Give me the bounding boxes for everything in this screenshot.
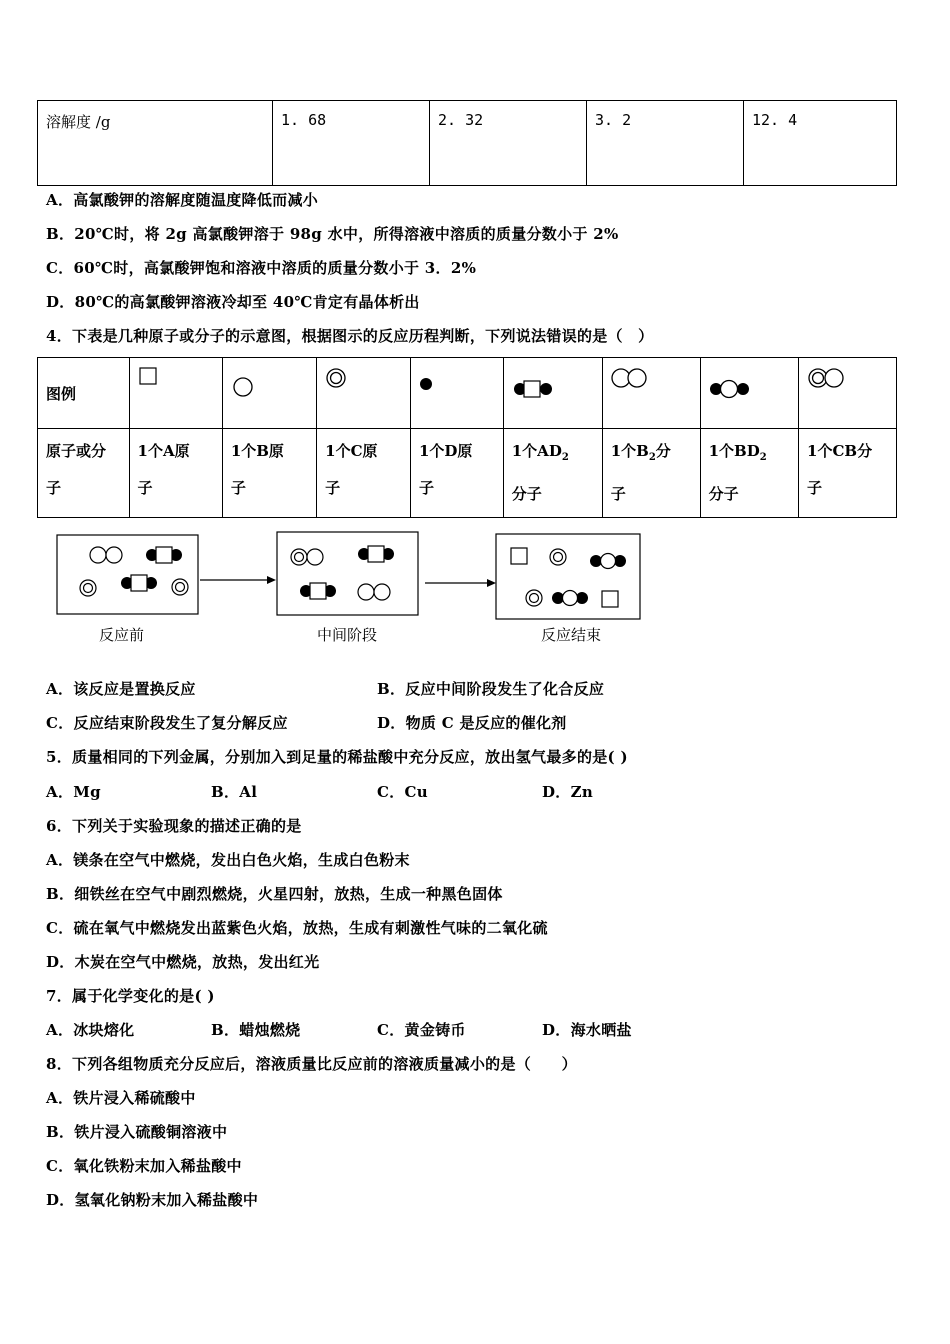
solubility-value: 1. 68 (273, 101, 430, 186)
legend-label (129, 429, 222, 518)
legend-cell (503, 358, 602, 429)
q7-option-a: A．冰块熔化 (46, 1021, 135, 1039)
stage-label-end: 反应结束 (541, 626, 602, 644)
q5-option-d: D．Zn (542, 783, 594, 801)
legend-label-line1: 1个B (610, 442, 649, 460)
q8-option-c: C．氧化铁粉末加入稀盐酸中 (46, 1157, 242, 1175)
circle-atom-icon (231, 374, 257, 402)
legend-subscript: 2 (759, 452, 767, 463)
legend-table (37, 357, 897, 518)
q7-option-b: B．蜡烛燃烧 (211, 1021, 301, 1039)
solubility-value: 3. 2 (587, 101, 744, 186)
q5-option-a: A．Mg (46, 783, 101, 801)
ad2-molecule-icon (512, 376, 556, 402)
legend-cell (129, 358, 222, 429)
legend-label-line2: 子 (137, 479, 153, 497)
legend-label-line1: 1个B原 (230, 442, 284, 460)
arrow-head (487, 579, 496, 587)
q4-option-d: D．物质 C 是反应的催化剂 (377, 714, 567, 732)
legend-cell (410, 358, 503, 429)
square-atom-icon (138, 366, 160, 388)
legend-label-line2: 分子 (511, 485, 542, 503)
ad2-molecule-icon (146, 547, 182, 563)
legend-label (700, 429, 798, 518)
q7-option-d: D．海水晒盐 (542, 1021, 632, 1039)
q6-option-b: B．细铁丝在空气中剧烈燃烧，火星四射，放热，生成一种黑色固体 (46, 885, 503, 903)
bd2-molecule-icon (709, 376, 751, 402)
legend-label (317, 429, 411, 518)
b2-molecule-icon (611, 366, 651, 390)
legend-label-line2: 子 (325, 479, 341, 497)
q4-option-b: B．反应中间阶段发生了化合反应 (377, 680, 605, 698)
legend-label (222, 429, 316, 518)
q7-option-c: C．黄金铸币 (377, 1021, 466, 1039)
cb-molecule-icon (807, 366, 847, 390)
solubility-row (38, 101, 897, 186)
q6-option-d: D．木炭在空气中燃烧，放热，发出红光 (46, 953, 320, 971)
legend-label-line1: 1个AD (511, 442, 562, 460)
q3-option-b: B．20℃时，将 2g 高氯酸钾溶于 98g 水中，所得溶液中溶质的质量分数小于 2% (46, 225, 619, 243)
square-atom-icon (602, 591, 618, 607)
legend-subscript: 2 (561, 452, 569, 463)
q6-option-a: A．镁条在空气中燃烧，发出白色火焰，生成白色粉末 (46, 851, 410, 869)
bd2-molecule-icon (552, 591, 588, 606)
legend-label-line2: 子 (807, 479, 823, 497)
double-circle-atom-icon (80, 580, 96, 596)
stage-label-intermediate: 中间阶段 (317, 626, 378, 644)
bd2-molecule-icon (590, 554, 626, 569)
double-circle-atom-icon (325, 366, 349, 390)
legend-label-line1: 1个CB分 (807, 442, 873, 460)
legend-label-line2: 子 (610, 485, 626, 503)
legend-label-line2: 分子 (708, 485, 739, 503)
legend-header: 图例 (38, 358, 130, 429)
ad2-molecule-icon (300, 583, 336, 599)
solubility-table (37, 100, 897, 186)
solubility-label: 溶解度 /g (38, 101, 273, 186)
legend-label (410, 429, 503, 518)
legend-label-line2: 子 (230, 479, 246, 497)
double-circle-atom-icon (526, 590, 542, 606)
legend-cell (602, 358, 700, 429)
legend-subscript: 2 (648, 452, 656, 463)
q3-option-c: C．60℃时，高氯酸钾饱和溶液中溶质的质量分数小于 3．2% (46, 259, 477, 277)
q6-stem: 6．下列关于实验现象的描述正确的是 (46, 817, 302, 835)
q8-option-b: B．铁片浸入硫酸铜溶液中 (46, 1123, 228, 1141)
b2-molecule-icon (358, 584, 390, 600)
legend-type-header-line1: 原子或分 (46, 442, 107, 460)
ad2-molecule-icon (358, 546, 394, 562)
q5-option-b: B．Al (211, 783, 258, 801)
q8-option-d: D．氢氧化钠粉末加入稀盐酸中 (46, 1191, 259, 1209)
legend-label-line2: 子 (418, 479, 434, 497)
q4-option-a: A．该反应是置换反应 (46, 680, 196, 698)
arrow-head (267, 576, 276, 584)
legend-label-line1: 1个BD (708, 442, 760, 460)
q3-option-a: A．高氯酸钾的溶解度随温度降低而减小 (46, 191, 319, 209)
legend-type-header-line2: 子 (46, 479, 62, 497)
legend-label-line1: 1个D原 (418, 442, 473, 460)
cb-molecule-icon (291, 549, 323, 565)
double-circle-atom-icon (550, 549, 566, 565)
q8-stem: 8．下列各组物质充分反应后，溶液质量比反应前的溶液质量减小的是（ ） (46, 1055, 577, 1073)
q4-stem: 4．下表是几种原子或分子的示意图，根据图示的反应历程判断，下列说法错误的是（ ） (46, 327, 654, 345)
q3-option-d: D．80℃的高氯酸钾溶液冷却至 40℃肯定有晶体析出 (46, 293, 420, 311)
q6-option-c: C．硫在氧气中燃烧发出蓝紫色火焰，放热，生成有刺激性气味的二氧化硫 (46, 919, 548, 937)
stage-label-before: 反应前 (99, 626, 145, 644)
q5-stem: 5．质量相同的下列金属，分别加入到足量的稀盐酸中充分反应，放出氢气最多的是( ) (46, 748, 628, 766)
double-circle-atom-icon (172, 579, 188, 595)
black-dot-atom-icon (419, 372, 439, 396)
q7-stem: 7．属于化学变化的是( ) (46, 987, 215, 1005)
legend-icon-row (38, 358, 897, 429)
before-reaction-box (57, 535, 198, 614)
legend-label-line1: 1个C原 (325, 442, 378, 460)
ad2-molecule-icon (121, 575, 157, 591)
intermediate-stage-box (277, 532, 418, 615)
legend-label (503, 429, 602, 518)
legend-cell (222, 358, 316, 429)
legend-label-row (38, 429, 897, 518)
b2-molecule-icon (90, 547, 122, 563)
reaction-diagram (40, 528, 660, 628)
solubility-value: 2. 32 (430, 101, 587, 186)
q8-option-a: A．铁片浸入稀硫酸中 (46, 1089, 196, 1107)
square-atom-icon (511, 548, 527, 564)
legend-cell (799, 358, 897, 429)
legend-cell (700, 358, 798, 429)
legend-label-line1: 1个A原 (137, 442, 190, 460)
legend-label (799, 429, 897, 518)
legend-label-line1-tail: 分 (655, 442, 671, 460)
q4-option-c: C．反应结束阶段发生了复分解反应 (46, 714, 288, 732)
legend-cell (317, 358, 411, 429)
solubility-value: 12. 4 (744, 101, 897, 186)
q5-option-c: C．Cu (377, 783, 428, 801)
legend-label (602, 429, 700, 518)
legend-type-header (38, 429, 130, 518)
